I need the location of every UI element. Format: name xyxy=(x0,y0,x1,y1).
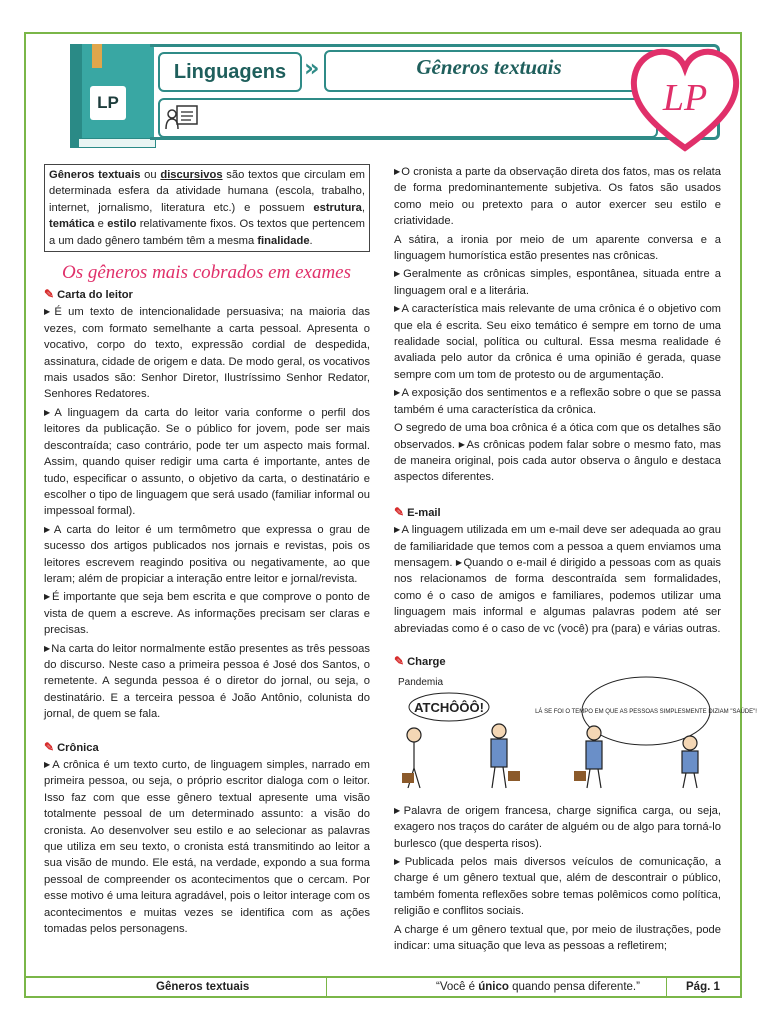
paragraph xyxy=(394,854,721,920)
heading-carta xyxy=(44,286,370,303)
triangle-bullet-icon: ▶ xyxy=(44,643,51,653)
subject-label: Linguagens xyxy=(158,52,302,92)
definition-box xyxy=(44,164,370,252)
book-spine xyxy=(70,44,82,148)
paragraph xyxy=(394,266,721,299)
def-text: ou xyxy=(140,169,161,181)
paragraph-text: O segredo de uma boa crônica é a ótica com que os detalhes são observados. xyxy=(394,422,721,451)
right-column xyxy=(394,164,757,956)
footer-divider xyxy=(666,978,667,998)
footer-quote-bold: único xyxy=(478,981,509,993)
paragraph xyxy=(394,420,721,486)
triangle-bullet-icon: ▶ xyxy=(394,167,401,176)
paragraph xyxy=(394,803,721,852)
def-term: estrutura xyxy=(313,201,362,214)
paragraph-text: O cronista a parte da observação direta dos fatos, mas os relata de forma predominantemente subjetiva. Os fatos são usados como meio ou pretexto para o autor exercer seu estilo e criatividade. xyxy=(394,166,722,228)
paragraph xyxy=(394,164,721,230)
def-term: discursivos xyxy=(160,169,223,181)
heading-label: E-mail xyxy=(407,506,441,519)
heading-email xyxy=(394,504,721,521)
subtitle-box xyxy=(158,98,658,138)
paragraph-text: Palavra de origem francesa, charge significa carga, ou seja, exagero nos traços do caráter de alguém ou de algo para torná-lo burlesco (que desperta risos). xyxy=(394,804,722,850)
footer-quote xyxy=(436,981,640,993)
heading-label: Crônica xyxy=(57,741,99,754)
book-ribbon xyxy=(92,44,102,68)
paragraph xyxy=(44,641,370,723)
footer-quote-text: “Você é xyxy=(436,981,479,993)
book-label: LP xyxy=(90,86,126,120)
cartoon-bubble-2: LÁ SE FOI O TEMPO EM QUE AS PESSOAS SIMPLESMENTE DIZIAM "SAÚDE"! xyxy=(535,709,757,716)
paragraph-text: Na carta do leitor normalmente estão presentes as três pessoas do discurso. Neste caso a primeira pessoa é José dos Santos, o remetente. A segunda pessoa é o diretor do jornal, ou seja, o destinatário. E a terceira pessoa é João Antônio, colunista do jornal, de quem se fala. xyxy=(44,642,370,721)
paragraph xyxy=(44,589,370,638)
left-column xyxy=(44,164,370,939)
page-number: Pág. 1 xyxy=(686,981,720,993)
triangle-bullet-icon: ▶ xyxy=(394,857,404,866)
paragraph-text: Geralmente as crônicas simples, espontânea, situada entre a linguagem oral e a literária. xyxy=(394,268,721,297)
triangle-bullet-icon: ▶ xyxy=(394,304,401,314)
section-heading-script: Os gêneros mais cobrados em exames xyxy=(62,262,351,284)
charge-cartoon-image xyxy=(394,673,757,793)
paragraph-text: Quando o e-mail é dirigido a pessoas com as quais nos relacionamos de forma descontraída sem formalidades, como é o caso de amigos e familiares, podemos utilizar uma linguagem mais informal e algumas palavras podem até ser abreviadas como é o caso de vc (você) pra (para) e várias outras. xyxy=(394,556,721,635)
footer-divider xyxy=(326,978,327,998)
pencil-icon: ✎ xyxy=(44,287,55,302)
paragraph-text: A carta do leitor é um termômetro que expressa o grau de sucesso dos artigos publicados nos jornais e revistas, pois os leitores escrevem reagindo positiva ou negativamente, ao que leram; além de propiciar a interação entre leitor e jornal/revista. xyxy=(44,523,370,585)
paragraph-text: A exposição dos sentimentos e a reflexão sobre o que se passa também é uma característica da crônica. xyxy=(394,387,721,416)
presenter-icon xyxy=(165,104,199,130)
paragraph xyxy=(394,385,721,418)
def-term: Gêneros textuais xyxy=(49,169,141,181)
paragraph xyxy=(394,232,721,265)
triangle-bullet-icon: ▶ xyxy=(394,269,403,279)
triangle-bullet-icon: ▶ xyxy=(394,388,401,398)
def-text: , xyxy=(361,201,365,214)
paragraph-text: A sátira, a ironia por meio de um aparente conversa e a linguagem humorística estão presentes nas crônicas. xyxy=(394,233,721,263)
paragraph-text: As crônicas podem falar sobre o mesmo fato, mas de maneira original, pois cada autor observa o ângulo e destaca aspectos diferentes. xyxy=(394,438,721,484)
triangle-bullet-icon: ▶ xyxy=(394,805,403,815)
def-term: temática xyxy=(49,218,95,231)
footer xyxy=(26,976,740,998)
footer-topic: Gêneros textuais xyxy=(156,981,250,993)
paragraph-text: A charge é um gênero textual que, por meio de ilustrações, pode indicar: uma situação que leva as pessoas a refletirem; xyxy=(394,923,721,953)
heading-label: Carta do leitor xyxy=(57,289,133,302)
pencil-icon: ✎ xyxy=(44,739,55,754)
lp-heart-logo xyxy=(630,48,740,152)
paragraph xyxy=(44,405,370,520)
triangle-bullet-icon: ▶ xyxy=(44,524,53,534)
paragraph xyxy=(44,304,370,402)
paragraph xyxy=(394,522,721,637)
book-pages xyxy=(78,138,156,148)
triangle-bullet-icon: ▶ xyxy=(458,439,466,449)
triangle-bullet-icon: ▶ xyxy=(394,525,401,535)
logo-text: LP xyxy=(662,77,708,119)
cartoon-bubble-1: ATCHÔÔÔ! xyxy=(414,700,484,716)
paragraph-text: É um texto de intencionalidade persuasiva; na maioria das vezes, com formato semelhante a carta pessoal. Apresenta o vocativo, corpo do texto, expressão cordial de despedida, assinatura, cidade de origem e data. De modo geral, os vocativos mais usados são: Senhor Diretor, Ilustríssimo Senhor Redator, Senhores Redatores. xyxy=(44,306,371,401)
def-text: e xyxy=(94,218,108,231)
paragraph-text: A característica mais relevante de uma crônica é o objetivo com que ela é escrita. Seu eixo temático é sempre em torno de uma realidade social, política ou cultural. Essa mesma realidade é avaliada pelo autor da crônica é uma opinião é gerada, quase sempre com um tom de protesto ou de argumentação. xyxy=(394,303,721,381)
def-term: finalidade xyxy=(257,234,310,247)
paragraph xyxy=(394,922,721,955)
triangle-bullet-icon: ▶ xyxy=(44,407,54,417)
cartoon-caption: Pandemia xyxy=(398,677,444,689)
paragraph-text: A linguagem da carta do leitor varia conforme o perfil dos leitores da publicação. Se o público for jovem, pode ser mais descontraída; caso contrário, pode ter um aspecto mais formal. Assim, quando quiser redigir uma carta é importante, antes de tudo, especificar o assunto, o objetivo da carta, o destinatário e escolher o tipo de linguagem que será usado (familiar informal ou impessoal formal). xyxy=(44,406,370,518)
double-chevron-icon: » xyxy=(304,54,320,82)
heading-cronica xyxy=(44,739,370,756)
triangle-bullet-icon: ▶ xyxy=(44,307,54,317)
paragraph-text: É importante que seja bem escrita e que comprove o ponto de vista de quem a escreve. As informações precisam ser claras e precisas. xyxy=(44,591,370,637)
paragraph-text: A crônica é um texto curto, de linguagem simples, narrado em primeira pessoa, ou seja, o próprio escritor dialoga com o leitor. Isso faz com que esse gênero textual apresente uma visão totalmente pessoal de um determinado assunto: a visão do cronista. Ao desenvolver seu estilo e ao selecionar as palavras que utiliza em seu texto, o cronista está transmitindo ao leitor a sua visão de mundo. Ele está, na verdade, expondo a sua forma pessoal de compreender os acontecimentos que o cercam. Por esse motivo é uma leitura agradável, pois o leitor interage com os acontecimentos e muitas vezes se identifica com as ações tomadas pelos personagens. xyxy=(44,759,371,936)
pencil-icon: ✎ xyxy=(394,504,405,519)
paragraph-text: A linguagem utilizada em um e-mail deve ser adequada ao grau de familiaridade que temos com a pessoa a quem enviamos uma mensagem. xyxy=(394,524,721,569)
triangle-bullet-icon: ▶ xyxy=(455,557,463,567)
heading-label: Charge xyxy=(407,655,446,668)
page-title: Gêneros textuais xyxy=(416,55,562,79)
def-text: . xyxy=(309,234,313,247)
footer-quote-text: quando pensa diferente.” xyxy=(508,981,640,993)
triangle-bullet-icon: ▶ xyxy=(44,592,51,602)
heading-charge xyxy=(394,653,721,670)
def-text: são textos que circulam em determinada esfera da atividade humana (escola, trabalho, internet, jornalismo, literatura etc.) e possuem xyxy=(49,169,366,214)
def-term: estilo xyxy=(107,218,137,231)
paragraph xyxy=(394,301,721,383)
paragraph xyxy=(44,757,370,937)
triangle-bullet-icon: ▶ xyxy=(44,760,52,769)
paragraph-text: Publicada pelos mais diversos veículos de comunicação, a charge é um gênero textual que, além de descontrair o público, também fomenta reflexões sobre temas polêmicos como política, religião e conflitos sociais. xyxy=(394,856,722,918)
paragraph xyxy=(44,522,370,588)
pencil-icon: ✎ xyxy=(394,653,405,668)
def-text: relativamente fixos. Os textos que pertencem a um dado gênero também têm a mesma xyxy=(49,218,365,247)
